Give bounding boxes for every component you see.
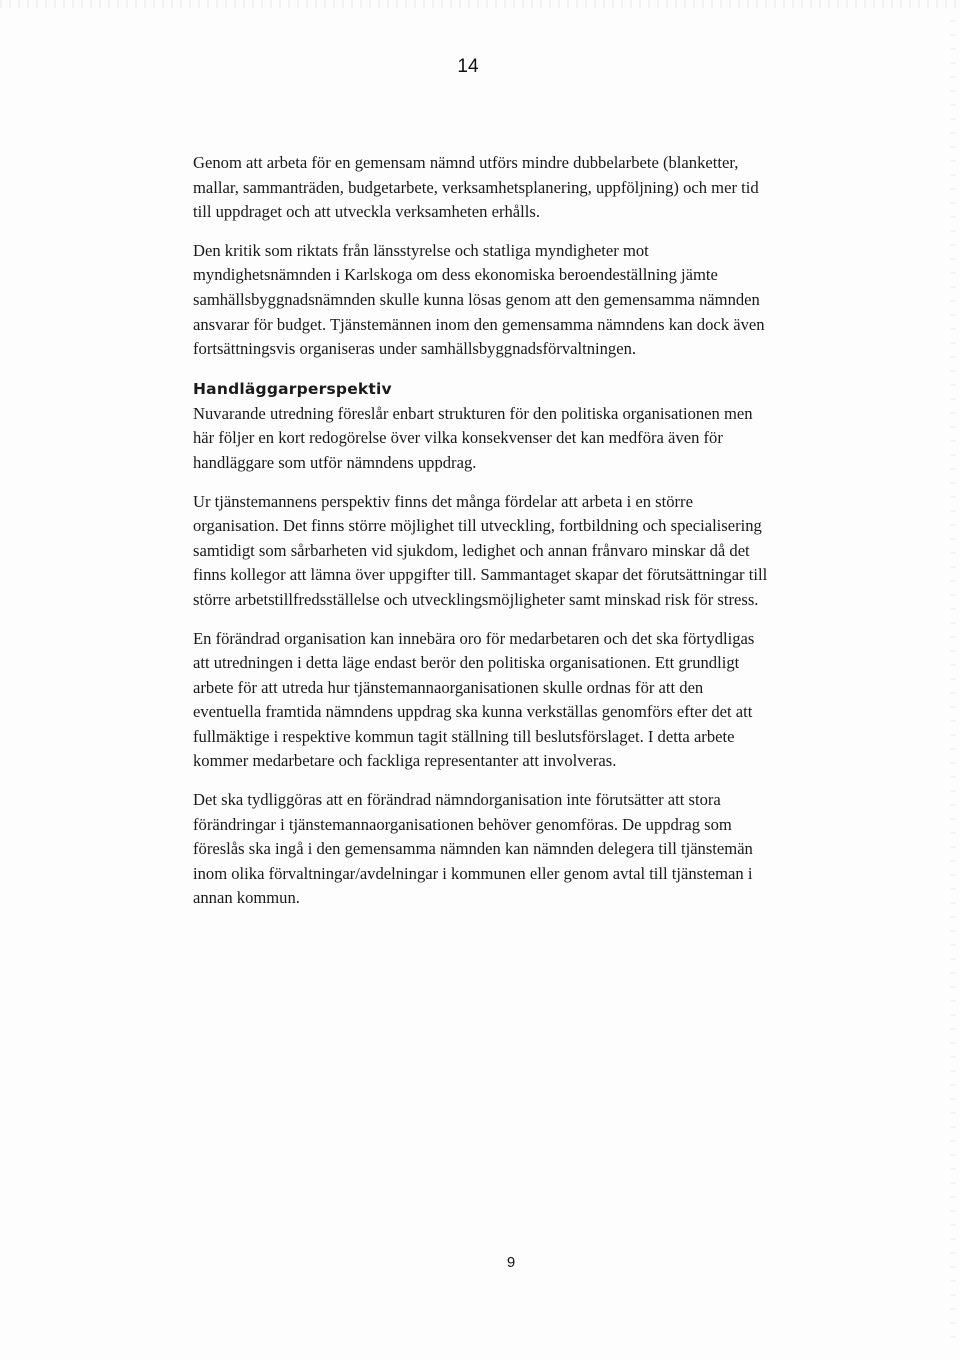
text-line: föreslås ska ingå i den gemensamma nämnden kan nämnden delegera till tjänstemän bbox=[193, 839, 753, 859]
document-body bbox=[193, 151, 823, 925]
text-line: finns kollegor att lämna över uppgifter till. Sammantaget skapar det förutsättningar till bbox=[193, 565, 768, 585]
text-line: Den kritik som riktats från länsstyrelse och statliga myndigheter mot bbox=[193, 240, 649, 260]
text-line: att utredningen i detta läge endast berör den politiska organisationen. Ett grundligt bbox=[193, 653, 740, 673]
section-paragraph-1 bbox=[193, 402, 823, 476]
text-line: eventuella framtida nämndens uppdrag ska kunna verkställas genomförs efter det att bbox=[193, 702, 753, 722]
text-line: mallar, sammanträden, budgetarbete, verksamhetsplanering, uppföljning) och mer tid bbox=[193, 177, 759, 197]
text-line: Nuvarande utredning föreslår enbart strukturen för den politiska organisationen men bbox=[193, 403, 753, 423]
section-paragraph-3 bbox=[193, 627, 823, 775]
text-line: Ur tjänstemannens perspektiv finns det många fördelar att arbeta i en större bbox=[193, 491, 693, 511]
text-line: samtidigt som sårbarheten vid sjukdom, ledighet och annan frånvaro minskar då det bbox=[193, 540, 750, 560]
text-line: myndighetsnämnden i Karlskoga om dess ekonomiska beroendeställning jämte bbox=[193, 265, 718, 285]
section-paragraph-2 bbox=[193, 490, 823, 613]
text-line: Genom att arbeta för en gemensam nämnd utförs mindre dubbelarbete (blanketter, bbox=[193, 153, 739, 172]
text-line: fortsättningsvis organiseras under samhällsbyggnadsförvaltningen. bbox=[193, 339, 637, 359]
text-line: fullmäktige i respektive kommun tagit ställning till beslutsförslaget. I detta arbete bbox=[193, 726, 735, 746]
text-line: organisation. Det finns större möjlighet till utveckling, fortbildning och specialisering bbox=[193, 516, 762, 536]
section-paragraph-4 bbox=[193, 788, 823, 911]
scan-artifact-top bbox=[0, 0, 960, 8]
text-line: arbete för att utreda hur tjänstemannaorganisationen skulle ordnas för att den bbox=[193, 677, 704, 697]
text-line: handläggare som utför nämndens uppdrag. bbox=[193, 452, 477, 472]
text-line: här följer en kort redogörelse över vilka konsekvenser det kan medföra även för bbox=[193, 428, 723, 448]
text-line: ansvarar för budget. Tjänstemännen inom den gemensamma nämndens kan dock även bbox=[193, 314, 765, 334]
header-page-number: 14 bbox=[457, 56, 479, 77]
paragraph-2 bbox=[193, 239, 823, 362]
section-heading: Handläggarperspektiv bbox=[193, 379, 392, 398]
text-line: till uppdraget och att utveckla verksamheten erhålls. bbox=[193, 202, 540, 222]
text-line: inom olika förvaltningar/avdelningar i kommunen eller genom avtal till tjänsteman i bbox=[193, 863, 753, 883]
text-line: annan kommun. bbox=[193, 888, 300, 908]
text-line: förändringar i tjänstemannaorganisationen behöver genomföras. De uppdrag som bbox=[193, 814, 732, 834]
text-line: En förändrad organisation kan innebära oro för medarbetaren och det ska förtydligas bbox=[193, 628, 755, 648]
text-line: kommer medarbetare och fackliga representanter att involveras. bbox=[193, 751, 617, 771]
paragraph-1 bbox=[193, 151, 823, 225]
footer-page-number: 9 bbox=[506, 1254, 516, 1271]
text-line: Det ska tydliggöras att en förändrad nämndorganisation inte förutsätter att stora bbox=[193, 790, 721, 810]
scan-artifact-right bbox=[950, 20, 956, 1340]
text-line: större arbetstillfredsställelse och utvecklingsmöjligheter samt minskad risk för stress. bbox=[193, 589, 759, 609]
text-line: samhällsbyggnadsnämnden skulle kunna lösas genom att den gemensamma nämnden bbox=[193, 289, 760, 309]
